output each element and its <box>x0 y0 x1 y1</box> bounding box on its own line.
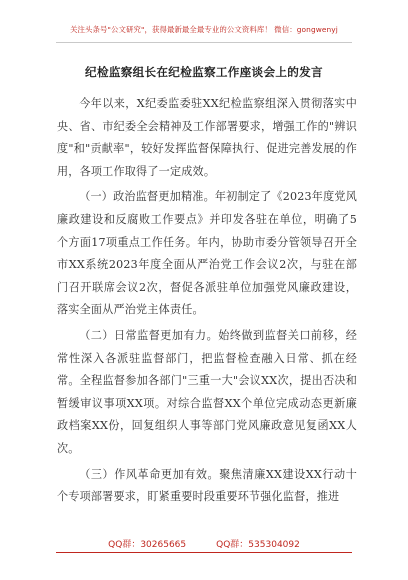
header-banner: 关注头条号"公文研究"，获得最新最全最专业的公文资料库！ 微信：gongwenyj <box>70 25 338 34</box>
document-title: 纪检监察组长在纪检监察工作座谈会上的发言 <box>85 65 323 79</box>
footer-qq-group-1: QQ群：30265665 <box>108 540 187 550</box>
footer-qq-group-2: QQ群：535304092 <box>216 540 300 550</box>
paragraph-work-style: （三）作风革命更加有效。聚焦清廉XX建设XX行动十个专项部署要求，盯紧重要时段重要环节强化监督，推进 <box>57 467 357 504</box>
paragraph-intro: 今年以来，X纪委监委驻XX纪检监察组深入贯彻落实中央、省、市纪委全会精神及工作部署要求，增强工作的"辨识度"和"贡献率"，较好发挥监督保障执行、促进完善发展的作用，各项工作取得了一定成效。 <box>57 97 357 178</box>
paragraph-political-supervision: （一）政治监督更加精准。年初制定了《2023年度党风廉政建设和反腐败工作要点》并印发各驻在单位，明确了5个方面17项重点工作任务。年内，协助市委分管领导召开全市XX系统2023年度全面从严治党工作会议2次，与驻在部门召开联席会议2次，督促各派驻单位加强党风廉政建设，落实全面从严治党主体责任。 <box>57 190 357 317</box>
footer-banner <box>0 537 408 550</box>
paragraph-daily-supervision: （二）日常监督更加有力。始终做到监督关口前移，经常性深入各派驻监督部门，把监督检查融入日常、抓在经常。全程监督参加各部门"三重一大"会议XX次，提出否决和暂缓审议事项XX项。对综合监督XX个单位完成动态更新廉政档案XX份，回复组织人事等部门党风廉政意见复函XX人次。 <box>57 328 357 455</box>
document-body <box>57 93 357 512</box>
footer-divider <box>56 552 352 553</box>
header-divider <box>56 42 352 43</box>
